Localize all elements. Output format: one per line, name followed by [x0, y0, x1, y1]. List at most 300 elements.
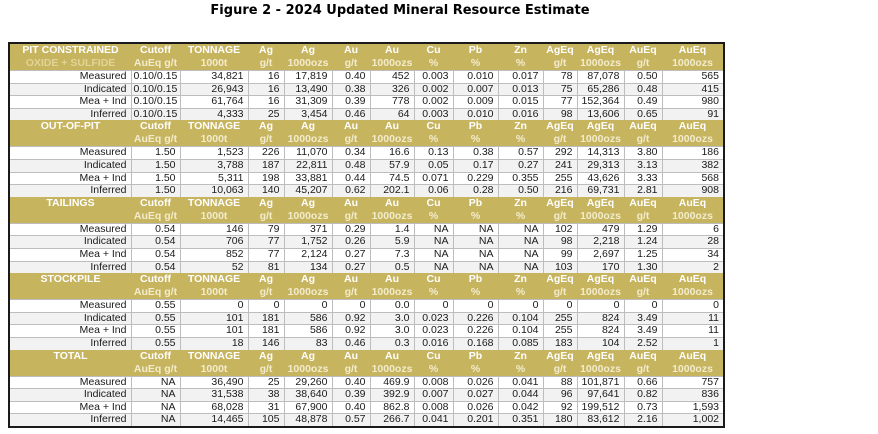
cell: 706: [180, 236, 248, 249]
column-unit: g/t: [332, 210, 370, 224]
row-label: Indicated: [9, 389, 131, 402]
row-label: Mea + Ind: [9, 248, 131, 261]
cell: 75: [543, 83, 577, 96]
column-header: Au: [332, 350, 370, 363]
cell: 565: [662, 71, 724, 84]
table-row: [9, 248, 724, 261]
column-header: AuEq: [624, 120, 662, 133]
column-unit: %: [498, 57, 543, 71]
cell: 0.62: [332, 185, 370, 197]
section-subtitle: [9, 286, 131, 300]
cell: 0.041: [498, 376, 543, 389]
cell: 0.104: [498, 325, 543, 338]
cell: 38: [248, 389, 284, 402]
table-row: [9, 223, 724, 236]
column-unit: 1000ozs: [577, 133, 624, 147]
cell: 0.55: [131, 325, 180, 338]
cell: 14,313: [577, 147, 624, 160]
cell: 38,640: [284, 389, 332, 402]
table-row: [9, 108, 724, 120]
cell: 0: [577, 300, 624, 313]
column-unit: %: [453, 57, 498, 71]
column-header: AgEq: [543, 350, 577, 363]
table-row: [9, 376, 724, 389]
cell: 371: [284, 223, 332, 236]
cell: 0.013: [498, 83, 543, 96]
cell: 0.57: [332, 414, 370, 427]
column-header: Ag: [284, 120, 332, 133]
row-label: Mea + Ind: [9, 172, 131, 185]
column-header: Pb: [453, 273, 498, 286]
cell: 77: [543, 96, 577, 109]
row-label: Inferred: [9, 337, 131, 349]
column-unit: %: [498, 210, 543, 224]
cell: 266.7: [370, 414, 414, 427]
cell: 1.24: [624, 236, 662, 249]
cell: 0.002: [414, 96, 453, 109]
row-label: Indicated: [9, 83, 131, 96]
cell: NA: [453, 223, 498, 236]
column-unit: 1000ozs: [662, 210, 724, 224]
column-unit: g/t: [248, 210, 284, 224]
cell: 183: [543, 337, 577, 349]
column-header: Ag: [248, 120, 284, 133]
cell: 134: [284, 261, 332, 273]
cell: 0.104: [498, 312, 543, 325]
cell: 68,028: [180, 401, 248, 414]
cell: 0.010: [453, 71, 498, 84]
cell: 0.015: [498, 96, 543, 109]
column-unit: %: [414, 57, 453, 71]
column-unit: 1000ozs: [371, 133, 413, 146]
cell: 0.10/0.15: [131, 83, 180, 96]
cell: 3.49: [624, 312, 662, 325]
cell: 67,900: [284, 401, 332, 414]
table-row: [9, 96, 724, 109]
section-subtitle: OXIDE + SULFIDE: [9, 57, 131, 71]
section-subtitle: [9, 133, 131, 147]
row-label: Indicated: [9, 159, 131, 172]
cell: 1.29: [624, 223, 662, 236]
cell: 326: [370, 83, 414, 96]
cell: 0.65: [624, 108, 662, 120]
cell: 0.003: [414, 108, 453, 120]
cell: 0.017: [498, 71, 543, 84]
column-unit: 1000t: [180, 210, 248, 224]
cell: 0.10/0.15: [131, 71, 180, 84]
table-row: [9, 71, 724, 84]
column-unit: g/t: [543, 210, 577, 224]
cell: 11: [662, 325, 724, 338]
column-unit: g/t: [624, 363, 662, 377]
cell: 16: [248, 96, 284, 109]
cell: 0.201: [453, 414, 498, 427]
section-title: STOCKPILE: [9, 273, 131, 286]
cell: 0: [332, 300, 370, 313]
section-subheader-row: [9, 210, 724, 224]
column-header: AuEq: [662, 197, 724, 210]
cell: 852: [180, 248, 248, 261]
row-label: Mea + Ind: [9, 401, 131, 414]
resource-table-body: [9, 43, 724, 427]
cell: 11: [662, 312, 724, 325]
column-unit: 1000t: [180, 57, 248, 71]
column-unit: 1000ozs: [371, 209, 413, 222]
cell: 10,063: [180, 185, 248, 197]
column-header: Au: [332, 120, 370, 133]
column-unit: g/t: [332, 133, 370, 147]
cell: 0.3: [370, 337, 414, 349]
column-unit: %: [414, 210, 453, 224]
column-header: Cutoff: [131, 43, 180, 57]
cell: 0.10/0.15: [131, 96, 180, 109]
cell: NA: [131, 401, 180, 414]
cell: 824: [577, 312, 624, 325]
cell: 3,454: [284, 108, 332, 120]
cell: 36,490: [180, 376, 248, 389]
cell: 74.5: [370, 172, 414, 185]
cell: 0.40: [332, 71, 370, 84]
cell: 101: [180, 325, 248, 338]
cell: 0.023: [414, 325, 453, 338]
column-header: Cu: [414, 273, 453, 286]
column-unit: AuEq g/t: [131, 133, 180, 147]
cell: 11,070: [284, 147, 332, 160]
cell: 0.016: [414, 337, 453, 349]
cell: 0.40: [332, 376, 370, 389]
column-header: Cutoff: [131, 120, 180, 133]
cell: 0: [624, 300, 662, 313]
column-header: TONNAGE: [180, 273, 248, 286]
column-header: AuEq: [662, 273, 724, 286]
cell: 0.05: [414, 159, 453, 172]
cell: 0.29: [332, 223, 370, 236]
cell: 0: [414, 300, 453, 313]
cell: 3.49: [624, 325, 662, 338]
column-header: Ag: [248, 197, 284, 210]
column-header: Ag: [248, 273, 284, 286]
cell: 0.007: [414, 389, 453, 402]
cell: 0.50: [498, 185, 543, 197]
cell: 26,943: [180, 83, 248, 96]
column-header: Au: [332, 273, 370, 286]
column-header: AgEq: [577, 120, 624, 133]
column-unit: 1000ozs: [284, 57, 332, 71]
cell: 64: [370, 108, 414, 120]
column-header: Ag: [284, 197, 332, 210]
cell: 29,260: [284, 376, 332, 389]
section-title: PIT CONSTRAINED: [9, 43, 131, 57]
cell: 146: [180, 223, 248, 236]
column-unit: 1000t: [180, 286, 248, 300]
cell: 140: [248, 185, 284, 197]
column-header: AgEq: [577, 197, 624, 210]
cell: 7.3: [370, 248, 414, 261]
cell: 0.041: [414, 414, 453, 427]
cell: 202.1: [370, 185, 414, 197]
cell: 382: [662, 159, 724, 172]
cell: 0.008: [414, 376, 453, 389]
cell: 3.80: [624, 147, 662, 160]
cell: 3,788: [180, 159, 248, 172]
cell: 52: [180, 261, 248, 273]
cell: 83,612: [577, 414, 624, 427]
table-row: [9, 401, 724, 414]
column-header: Ag: [248, 43, 284, 57]
column-unit: %: [414, 286, 453, 300]
cell: 0.026: [453, 401, 498, 414]
cell: 757: [662, 376, 724, 389]
cell: 29,313: [577, 159, 624, 172]
cell: 836: [662, 389, 724, 402]
cell: 0: [662, 300, 724, 313]
column-unit: %: [453, 286, 498, 300]
column-unit: %: [414, 363, 453, 377]
cell: 0.38: [332, 83, 370, 96]
cell: 0.44: [332, 172, 370, 185]
column-unit: g/t: [248, 133, 284, 147]
cell: 0.0: [370, 300, 414, 313]
row-label: Indicated: [9, 236, 131, 249]
cell: 0.042: [498, 401, 543, 414]
section-subtitle: [9, 363, 131, 377]
cell: 0.27: [332, 248, 370, 261]
cell: NA: [498, 236, 543, 249]
column-header: Pb: [453, 43, 498, 57]
cell: 1,002: [662, 414, 724, 427]
cell: 3.33: [624, 172, 662, 185]
column-unit: 1000ozs: [284, 286, 332, 300]
cell: 0.13: [414, 147, 453, 160]
section-subheader-row: [9, 133, 724, 147]
cell: 181: [248, 312, 284, 325]
column-unit: 1000ozs: [577, 57, 624, 71]
cell: 16: [248, 83, 284, 96]
cell: 4,333: [180, 108, 248, 120]
column-unit: g/t: [248, 286, 284, 300]
cell: 469.9: [370, 376, 414, 389]
table-row: [9, 147, 724, 160]
column-header: Pb: [453, 197, 498, 210]
cell: 216: [543, 185, 577, 197]
cell: 0.40: [332, 401, 370, 414]
column-header: Zn: [498, 120, 543, 133]
section-subheader-row: [9, 57, 724, 71]
column-header: TONNAGE: [180, 120, 248, 133]
cell: NA: [498, 248, 543, 261]
cell: 0.54: [131, 248, 180, 261]
cell: 0: [180, 300, 248, 313]
cell: 0.82: [624, 389, 662, 402]
table-row: [9, 325, 724, 338]
cell: 0.168: [453, 337, 498, 349]
column-unit: 1000ozs: [371, 57, 413, 69]
column-header: Ag: [284, 43, 332, 57]
column-unit: g/t: [624, 286, 662, 300]
column-unit: AuEq g/t: [131, 57, 180, 71]
cell: 0.044: [498, 389, 543, 402]
cell: 0.39: [332, 389, 370, 402]
cell: 0.54: [131, 223, 180, 236]
cell: 97,641: [577, 389, 624, 402]
table-row: [9, 300, 724, 313]
cell: 0.38: [453, 147, 498, 160]
cell: 13,490: [284, 83, 332, 96]
cell: 199,512: [577, 401, 624, 414]
cell: 862.8: [370, 401, 414, 414]
cell: NA: [414, 248, 453, 261]
cell: 1.50: [131, 185, 180, 197]
cell: 0.17: [453, 159, 498, 172]
column-unit: 1000ozs: [577, 210, 624, 224]
cell: NA: [414, 236, 453, 249]
cell: 255: [543, 325, 577, 338]
table-row: [9, 83, 724, 96]
column-header: Au: [370, 120, 414, 133]
table-row: [9, 337, 724, 349]
cell: 778: [370, 96, 414, 109]
cell: 0.55: [131, 337, 180, 349]
cell: 101: [180, 312, 248, 325]
column-header: Zn: [498, 273, 543, 286]
section-title: TAILINGS: [9, 197, 131, 210]
figure-title: Figure 2 - 2024 Updated Mineral Resource Estimate: [210, 3, 590, 18]
cell: 0: [248, 300, 284, 313]
cell: 69,731: [577, 185, 624, 197]
column-header: Au: [332, 197, 370, 210]
cell: 1,752: [284, 236, 332, 249]
column-unit: 1000ozs: [371, 286, 413, 299]
cell: 824: [577, 325, 624, 338]
column-unit: g/t: [248, 363, 284, 377]
cell: 170: [577, 261, 624, 273]
column-unit: 1000ozs: [577, 363, 624, 377]
cell: NA: [453, 248, 498, 261]
cell: 146: [248, 337, 284, 349]
column-header: Au: [370, 43, 414, 57]
section-header-row: [9, 350, 724, 363]
cell: 0.28: [453, 185, 498, 197]
column-unit: g/t: [248, 57, 284, 71]
cell: NA: [131, 389, 180, 402]
cell: 0.026: [453, 376, 498, 389]
cell: 2: [662, 261, 724, 273]
cell: 0.92: [332, 325, 370, 338]
column-unit: 1000ozs: [284, 363, 332, 377]
cell: 25: [248, 376, 284, 389]
column-header: Cutoff: [131, 197, 180, 210]
column-header: TONNAGE: [180, 197, 248, 210]
cell: 6: [662, 223, 724, 236]
cell: 0: [498, 300, 543, 313]
column-unit: AuEq g/t: [131, 363, 180, 377]
cell: 0.57: [498, 147, 543, 160]
cell: 0.226: [453, 325, 498, 338]
cell: 0.27: [332, 261, 370, 273]
column-unit: 1000t: [180, 363, 248, 377]
cell: 0.54: [131, 261, 180, 273]
column-unit: %: [498, 363, 543, 377]
cell: 101,871: [577, 376, 624, 389]
cell: 908: [662, 185, 724, 197]
column-header: TONNAGE: [180, 43, 248, 57]
cell: 0: [453, 300, 498, 313]
column-header: Cu: [414, 120, 453, 133]
column-unit: 1000ozs: [284, 133, 332, 147]
cell: 17,819: [284, 71, 332, 84]
row-label: Inferred: [9, 414, 131, 427]
column-unit: g/t: [543, 286, 577, 300]
cell: 1,593: [662, 401, 724, 414]
cell: 0.48: [624, 83, 662, 96]
column-unit: g/t: [543, 363, 577, 377]
section-header-row: [9, 273, 724, 286]
cell: 198: [248, 172, 284, 185]
column-unit: AuEq g/t: [131, 210, 180, 224]
column-header: Cu: [414, 350, 453, 363]
column-header: Zn: [498, 43, 543, 57]
cell: 2,218: [577, 236, 624, 249]
cell: 83: [284, 337, 332, 349]
cell: 568: [662, 172, 724, 185]
cell: 0.27: [498, 159, 543, 172]
cell: 92: [543, 401, 577, 414]
cell: 31,538: [180, 389, 248, 402]
cell: 18: [180, 337, 248, 349]
cell: NA: [131, 376, 180, 389]
cell: 0.50: [624, 71, 662, 84]
cell: 2,124: [284, 248, 332, 261]
cell: 1,523: [180, 147, 248, 160]
column-unit: 1000ozs: [371, 362, 413, 375]
column-header: AuEq: [662, 43, 724, 57]
cell: 16.6: [370, 147, 414, 160]
table-row: [9, 185, 724, 197]
cell: 91: [662, 108, 724, 120]
column-header: Au: [370, 350, 414, 363]
cell: 28: [662, 236, 724, 249]
column-header: AuEq: [624, 43, 662, 57]
table-row: [9, 414, 724, 427]
column-unit: 1000ozs: [577, 286, 624, 300]
column-header: AuEq: [624, 350, 662, 363]
column-unit: %: [453, 133, 498, 147]
cell: 181: [248, 325, 284, 338]
cell: 0.355: [498, 172, 543, 185]
cell: 3.0: [370, 312, 414, 325]
cell: 0.5: [370, 261, 414, 273]
row-label: Measured: [9, 300, 131, 313]
cell: 31: [248, 401, 284, 414]
cell: 0.66: [624, 376, 662, 389]
cell: 1.25: [624, 248, 662, 261]
column-header: AgEq: [577, 273, 624, 286]
section-subheader-row: [9, 363, 724, 377]
cell: 65,286: [577, 83, 624, 96]
cell: 87,078: [577, 71, 624, 84]
cell: 34,821: [180, 71, 248, 84]
cell: 33,881: [284, 172, 332, 185]
cell: 0.016: [498, 108, 543, 120]
cell: 0: [543, 300, 577, 313]
cell: 0.023: [414, 312, 453, 325]
column-header: AuEq: [662, 120, 724, 133]
column-header: Ag: [284, 273, 332, 286]
cell: 0.55: [131, 300, 180, 313]
column-unit: g/t: [332, 286, 370, 300]
cell: 1.50: [131, 172, 180, 185]
column-header: TONNAGE: [180, 350, 248, 363]
